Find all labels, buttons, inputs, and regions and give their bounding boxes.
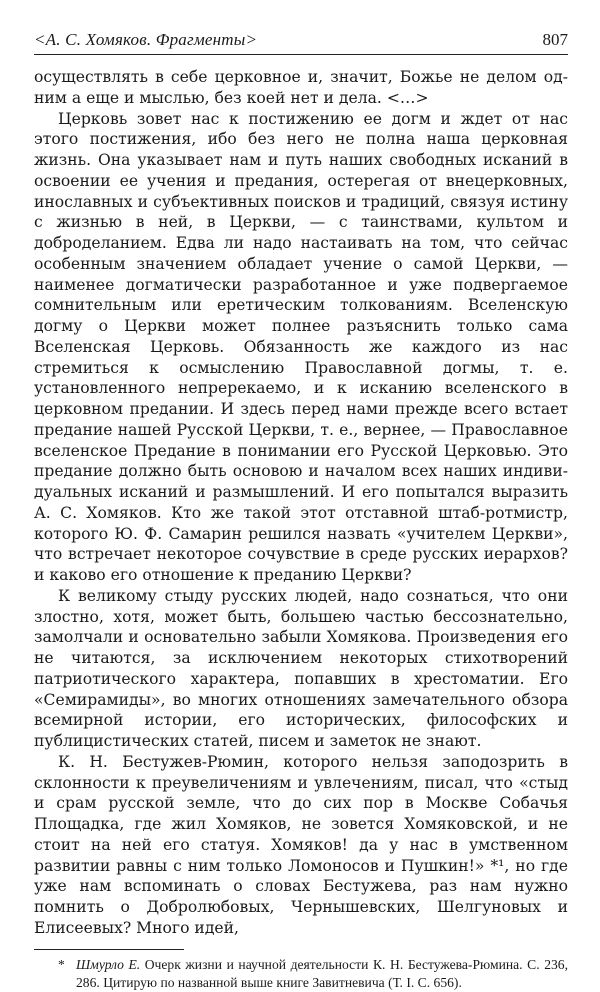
footnote-author: Шмурло Е. <box>76 956 141 972</box>
main-text <box>34 67 568 939</box>
page-number: 807 <box>542 30 568 49</box>
footnote-divider <box>34 949 184 950</box>
paragraph: К. Н. Бестужев-Рюмин, которого нельзя заподозрить в склонности к преувеличениям и увлечениям, писал, что «стыд и срам русской земле, что до сих пор в Москве Собачья Площадка, где жил Хомяков, не зовется Хомяковской, и не стоит на ней его статуя. Хомяков! да у нас в умственном развитии равны с ним только Ломоносов и Пушкин!» *¹, но где уже нам вспоминать о словах Бестужева, раз нам нужно помнить о Добролюбовых, Чернышевских, Шелгуновых и Елисеевых? Много идей, <box>34 752 568 937</box>
running-title: <А. С. Хомяков. Фрагменты> <box>34 30 258 49</box>
paragraph-continued: осуществлять в себе церковное и, значит, Божье не делом одним а еще и мыслью, без коей нет и дела. <…> <box>34 68 568 107</box>
running-header <box>34 30 568 55</box>
paragraph: К великому стыду русских людей, надо сознаться, что они злостно, хотя, может быть, большею частью бессознательно, замолчали и основательно забыли Хомякова. Произведения его не читаются, за исключением некоторых стихотворений патриотического характера, попавших в хрестоматии. Его «Семирамиды», во многих отношениях замечательного обзора всемирной истории, его исторических, философских и публицистических статей, писем и заметок не знают. <box>34 586 568 750</box>
footnote-text: Очерк жизни и научной деятельности К. Н. Бестужева-Рюмина. С. 236, 286. Цитирую по названной выше книге Завитневича (Т. I. С. 656). <box>76 956 568 990</box>
book-page <box>34 30 568 992</box>
paragraph: Церковь зовет нас к постижению ее догм и ждет от нас этого постижения, ибо без него не полна наша церковная жизнь. Она указывает нам и путь наших свободных исканий в освоении ее учения и предания, остерегая от внецерковных, инославных и субъективных поисков и традиций, связуя истину с жизнью в ней, в Церкви, — с таинствами, культом и доброделанием. Едва ли надо настаивать на том, что сейчас особенным значением обладает учение о самой Церкви, — наименее догматически разработанное и уже подвергаемое сомнительным или еретическим толкованиям. Вселенскую догму о Церкви может полнее разъяснить только сама Вселенская Церковь. Обязанность же каждого из нас стремиться к осмыслению Православной догмы, т. е. установленного непререкаемо, и к исканию вселенского в церковном предании. И здесь перед нами прежде всего встает предание нашей Русской Церкви, т. е., вернее, — Православное вселенское Предание в понимании его Русской Церковью. Это предание должно быть основою и началом всех наших индивидуальных исканий и размышлений. И его попытался выразить А. С. Хомяков. Кто же такой этот отставной штаб-ротмистр, которого Ю. Ф. Самарин решился назвать «учителем Церкви», что встречает некоторое сочувствие в среде русских иерархов? и каково его отношение к преданию Церкви? <box>34 109 568 584</box>
footnote <box>34 956 568 992</box>
footnote-marker: * <box>58 956 65 972</box>
